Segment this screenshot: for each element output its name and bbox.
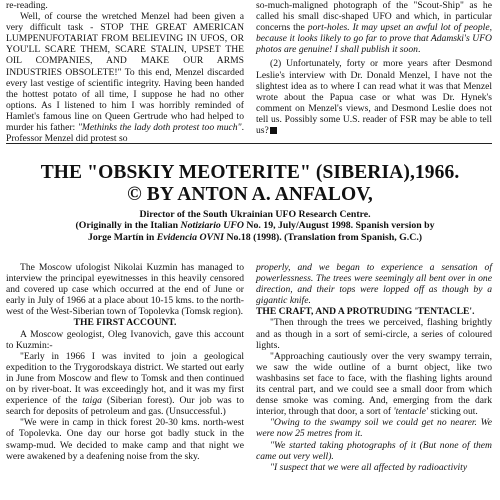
end-of-article-mark [270,127,277,134]
italic-text-run: properly, and we began to experience a sensation of powerlessness. The trees were seemingly all bent over in one direction, and their tops were lopped off as though by a gigantic knife. [256,262,492,307]
title-line: THE "OBSKIY MEOTERITE" (SIBERIA),1966. [40,162,460,183]
text-run: Jorge Martín in [87,231,157,243]
source-note [20,232,490,243]
publication-name: Notiziario UFO [180,220,244,232]
italic-text-run: 'tentacle' [393,406,428,418]
paragraph [256,440,492,462]
italic-text-run: port-holes. It may upset an awful lot of people, because it looks likely to go far to prove that Adamski's UFO photos are genuine! I shall publish it soon [256,22,492,56]
paragraph: A Moscow geologist, Oleg Ivanovich, gave this account to Kuzmin:- [6,328,244,351]
text-run: "Early in 1966 I was invited to join a geological expedition to the Trygorodskaya district. We started out early in June from Moscow and flew to Tomsk and then continued on by river-boat. It was exceedingly hot, and it was my first experience of the [6,350,244,407]
source-note [20,220,490,231]
text-run: "Approaching cautiously over the very swampy terrain, we saw the wide outline of a burnt object, like two washbasins set face to face, with the flashing lights around its central part, and we could see a small door from which dense smoke was coming. And, emerging from the dark interior, through that door, a sort of [256,350,492,418]
publication-name: Evidencia OVNI [156,231,224,243]
paragraph [256,462,492,473]
italic-text-run: taiga [82,395,102,407]
paragraph [256,0,492,55]
italic-text-run: "We started taking photographs of it (But none of them came out very well). [256,439,492,462]
italic-text-run: "Owing to the swampy soil we could get no nearer. We were now 25 metres from it. [256,417,492,440]
article-subheading [20,209,490,243]
previous-article-right-column [256,0,492,136]
paragraph [256,351,492,418]
text-run: sticking out. [427,406,478,418]
paragraph: "We were in camp in thick forest 20-30 kms. north-west of Topolevka. One day our horse got badly stuck in the swamp-mud. We decided to make camp and that night we were awakened by a deafening noise from the sky. [6,417,244,462]
text-run: (Originally in the Italian [75,220,181,232]
footnote-text: (2) Unfortunately, forty or more years after Desmond Leslie's interview with Dr. Donald Menzel, I have not the slightest idea as to where I can read what it was that Menzel wrote about the Papua case or what was Dr. Hynek's comment on Menzel's views, and Desmond Leslie does not tell us. Possibly some U.S. reader of FSR may be able to tell us? [256,58,492,137]
text-run: No. 19, July/August 1998. Spanish version by [243,220,435,232]
text-run: . [417,44,421,56]
author-affiliation: Director of the South Ukrainian UFO Research Centre. [139,209,371,220]
hamlet-quote: "Methinks the lady doth protest too much" [77,122,242,134]
paragraph: "Then through the trees we perceived, flashing brightly and as though in a sort of semi-circle, a series of coloured lights. [256,317,492,351]
divider-rule [6,143,492,144]
text-run: (Siberian forest). Our job was to search for deposits of petroleum and gas. (Unsuccessful.) [6,395,244,418]
text-run: Well, of course the wretched Menzel had been given a very difficult task - STOP THE GREAT AMERICAN LUMPENUFOTARIAT FROM BELIEVING IN UFOS, OR YOU'LL SCARE THEM, SCARE STALIN, UPSET THE OIL COMPANIES, AND MAKE OUR ARMS INDUSTRIES OBSOLETE!" To this end, Menzel discarded every last vestige of scientific integrity. Having been handed the hottest potato of all time, I suppose he had no other options. As I listened to him I was horribly reminded of Hamlet's famous line on Queen Gertrude who had helped to murder his father: [6,11,244,134]
previous-article-left-column [6,0,244,144]
paragraph [6,351,244,418]
article-right-column [256,262,492,473]
article-title [0,162,500,206]
section-heading: THE CRAFT, AND A PROTRUDING 'TENTACLE'. [256,306,475,318]
text-run: . Professor Menzel did protest so [6,122,244,145]
text-run: so-much-maligned photograph of the "Scout-Ship" as he called his small disc-shaped UFO and which, in particular concerns the [256,0,492,34]
text-run: No.18 (1998). (Translation from Spanish, G.C.) [224,231,423,243]
paragraph [256,58,492,136]
paragraph: re-reading. [6,0,48,11]
title-line-author: © BY ANTON A. ANFALOV, [127,184,373,205]
paragraph: The Moscow ufologist Nikolai Kuzmin has managed to interview the principal eyewitnesses in this heavily censored and covered up case which occurred at the end of June or early in July of 1966 at a place about 10-15 kms. to the north-west of the West-Siberian town of Topolevka (Tomsk region). [6,262,244,318]
section-heading: THE FIRST ACCOUNT. [73,317,177,329]
paragraph [6,11,244,144]
italic-text-run: "I suspect that we were all affected by radioactivity [270,461,468,473]
paragraph [256,417,492,439]
paragraph [256,262,492,306]
article-left-column [6,262,244,462]
